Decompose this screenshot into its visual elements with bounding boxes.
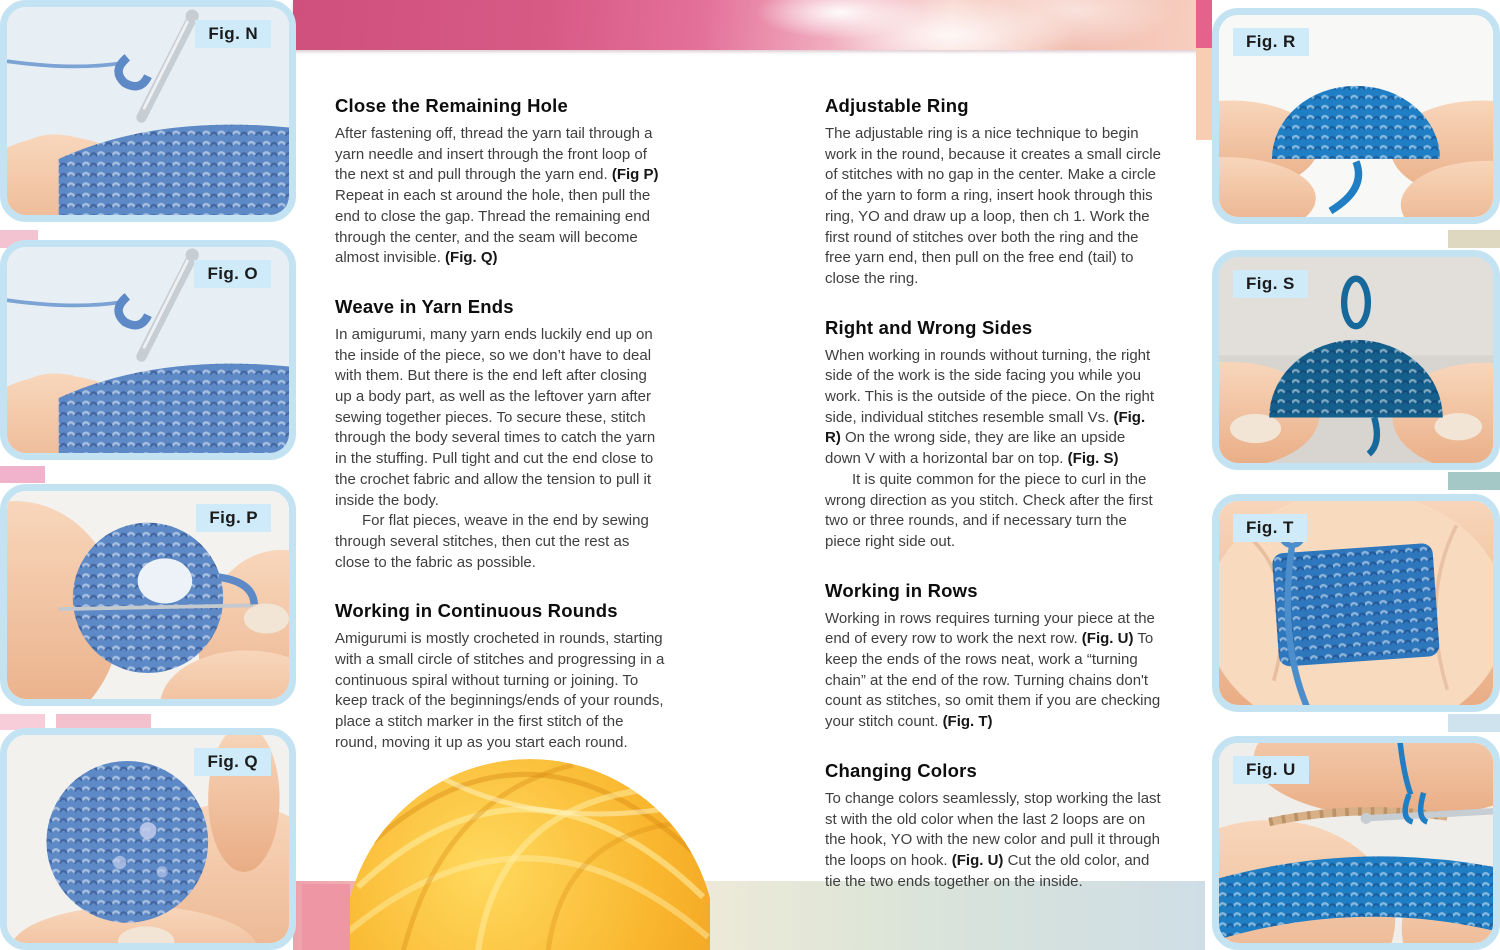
figure-photo-o — [0, 240, 296, 460]
text-section — [335, 600, 667, 753]
body-paragraph: When working in rounds without turning, the right side of the work is the side facing you while you work. This is the outside of the piece. On the right side, individual stitches resemble small Vs. (Fig. R) On the wrong side, they are like an upside down V with a horizontal bar on top. (Fig. S) — [825, 346, 1155, 468]
text-section — [825, 580, 1161, 733]
section-heading: Weave in Yarn Ends — [335, 295, 514, 317]
figure-label: Fig. Q — [194, 748, 271, 776]
figure-label: Fig. O — [194, 260, 271, 288]
decor-strip-pink-left-2 — [0, 466, 45, 483]
figure-photo-r — [1212, 8, 1500, 224]
text-section — [335, 296, 667, 573]
section-heading: Close the Remaining Hole — [335, 95, 569, 116]
body-paragraph: For flat pieces, weave in the end by sewing through several stitches, then cut the rest as close to the fabric as possible. — [335, 512, 649, 571]
section-heading: Working in Rows — [825, 579, 978, 601]
figure-photo-p — [0, 484, 296, 706]
text-section — [825, 760, 1161, 893]
decor-square-pink-bottom — [302, 884, 350, 950]
text-column-right — [825, 95, 1161, 892]
section-heading: Changing Colors — [825, 759, 978, 781]
body-paragraph: In amigurumi, many yarn ends luckily end up on the inside of the piece, so we don’t have to deal with them. But there is the end left after closing up a body part, as well as the leftover yarn after sewing together pieces. To secure these, stitch through the body several times to catch the yarn in the stuffing. Pull tight and cut the end close to the crochet fabric and allow the tension to pull it inside the body. — [335, 325, 656, 509]
body-paragraph: It is quite common for the piece to curl in the wrong direction as you stitch. Check after the first two or three rounds, and if necessary turn the piece right side out. — [825, 470, 1153, 550]
section-heading: Working in Continuous Rounds — [335, 600, 618, 622]
decor-strip-blue-right — [1448, 714, 1500, 732]
figure-photo-s — [1212, 250, 1500, 470]
body-paragraph: Working in rows requires turning your piece at the end of every row to work the next row. (Fig. U) To keep the ends of the rows neat, work a “turning chain” at the end of the row. Turning chains don't count as stitches, so omit them if you are checking your stitch count. (Fig. T) — [825, 609, 1161, 731]
figure-photo-u — [1212, 736, 1500, 950]
top-banner-photo — [293, 0, 1205, 50]
figure-label: Fig. N — [195, 20, 271, 48]
figure-label: Fig. R — [1233, 28, 1309, 56]
decor-strip-salmon-right — [1196, 48, 1212, 140]
yarn-ball-illustration — [348, 737, 710, 950]
figure-label: Fig. P — [196, 504, 271, 532]
body-paragraph: Amigurumi is mostly crocheted in rounds, starting with a small circle of stitches and progressing in a continuous spiral without turning or joining. To keep track of the beginnings/ends of your rounds, place a stitch marker in the first stitch of the round, moving it up as you start each round. — [335, 630, 665, 751]
decor-strip-beige-right — [1448, 230, 1500, 248]
text-section — [825, 95, 1161, 290]
text-section — [335, 95, 667, 269]
figure-label: Fig. U — [1233, 756, 1309, 784]
yellow-yarn-ball-photo — [348, 737, 710, 950]
section-heading: Right and Wrong Sides — [825, 316, 1033, 338]
figure-label: Fig. S — [1233, 270, 1308, 298]
decor-strip-pink-top-right — [1196, 0, 1212, 48]
decor-strip-teal-right — [1448, 472, 1500, 490]
figure-photo-n — [0, 0, 296, 222]
body-paragraph: To change colors seamlessly, stop working the last st with the old color when the last 2 loops are on the hook, YO with the new color and pull it through the loops on hook. (Fig. U) Cut the old color, and tie the two ends together on the inside. — [825, 789, 1161, 890]
body-paragraph: The adjustable ring is a nice technique to begin work in the round, because it creates a small circle of stitches with no gap in the center. Make a circle of the yarn to form a ring, insert hook through this ring, YO and draw up a loop, then ch 1. Work the first round of stitches over both the ring and the free yarn end, then pull on the free end (tail) to close the ring. — [825, 125, 1161, 287]
body-paragraph: After fastening off, thread the yarn tail through a yarn needle and insert through the front loop of the next st and pull through the yarn end. (Fig P) Repeat in each st around the hole, then pull the end to close the gap. Thread the remaining end through the center, and the seam will become almost invisible. (Fig. Q) — [335, 125, 659, 267]
text-column-left — [335, 95, 667, 754]
figure-label: Fig. T — [1233, 514, 1307, 542]
section-heading: Adjustable Ring — [825, 95, 969, 116]
text-section — [825, 317, 1161, 553]
figure-photo-t — [1212, 494, 1500, 712]
figure-photo-q — [0, 728, 296, 950]
